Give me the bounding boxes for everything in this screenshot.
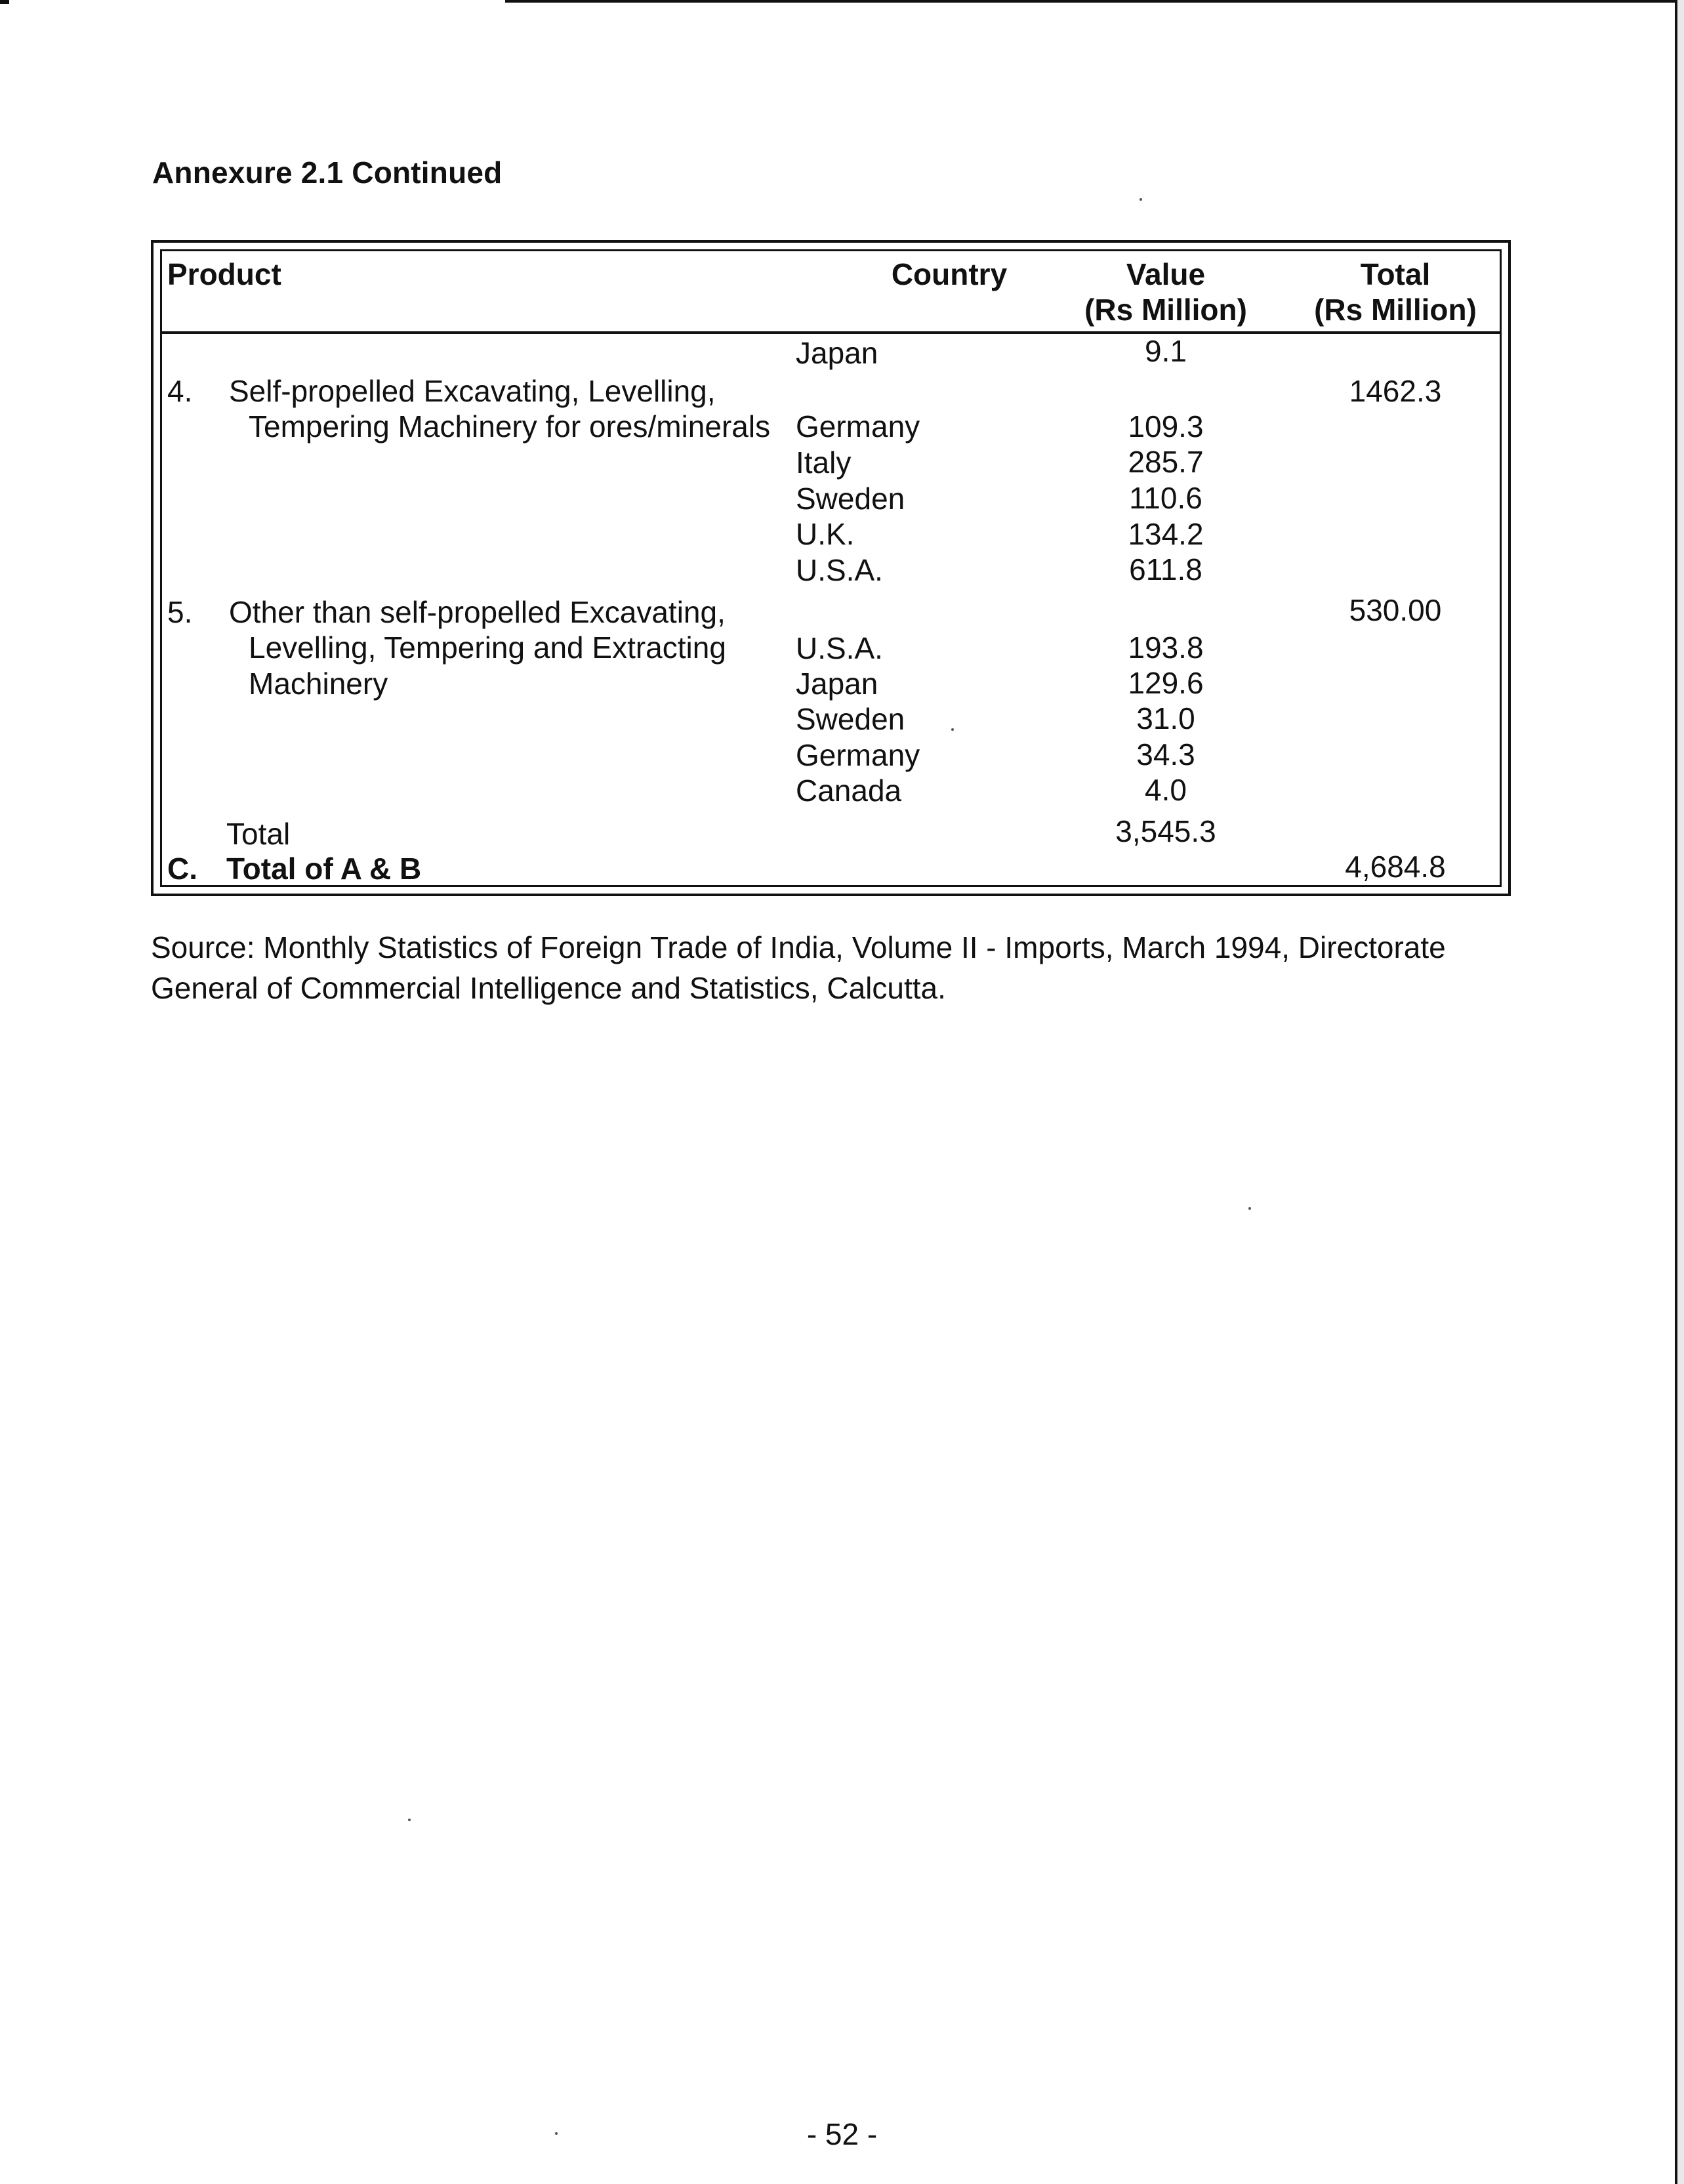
- header-product: Product: [167, 257, 281, 291]
- product-total-cell: 1462.3: [1349, 374, 1442, 408]
- value-cell: 285.7: [1128, 445, 1204, 479]
- imports-table: [151, 240, 1511, 896]
- country-cell: Germany: [796, 738, 920, 772]
- item-number: 5.: [167, 595, 193, 629]
- imports-table-inner: [160, 249, 1502, 887]
- country-cell: Japan: [796, 336, 878, 370]
- scan-top-edge: [0, 0, 1684, 4]
- item-number: 4.: [167, 374, 193, 408]
- header-total-unit: (Rs Million): [1314, 293, 1477, 327]
- header-value: Value: [1126, 257, 1206, 291]
- total-label: Total: [226, 817, 291, 851]
- value-cell: 193.8: [1128, 630, 1204, 665]
- scan-speck: [1140, 198, 1142, 201]
- country-cell: Sweden: [796, 702, 905, 736]
- total-value: 3,545.3: [1115, 814, 1216, 848]
- scan-right-edge: [1675, 0, 1684, 2184]
- scan-speck: [408, 1819, 411, 1821]
- value-cell: 34.3: [1136, 737, 1195, 772]
- product-name-line: Tempering Machinery for ores/minerals: [249, 409, 771, 443]
- header-total: Total: [1360, 257, 1431, 291]
- header-divider: [162, 331, 1500, 334]
- product-name-line: Machinery: [249, 667, 388, 701]
- country-cell: Japan: [796, 667, 878, 701]
- value-cell: 110.6: [1129, 481, 1202, 515]
- grand-total-label: Total of A & B: [226, 852, 422, 886]
- value-cell: 611.8: [1129, 552, 1202, 587]
- scan-corner-mark: [0, 0, 9, 4]
- product-name-line: Other than self-propelled Excavating,: [229, 595, 726, 629]
- product-total-cell: 530.00: [1349, 593, 1442, 627]
- country-cell: U.S.A.: [796, 631, 883, 665]
- grand-total-value: 4,684.8: [1345, 850, 1446, 884]
- source-note: Source: Monthly Statistics of Foreign Trade of India, Volume II - Imports, March 1994, Directorate General of Commercial Intelligence and Statistics, Calcutta.: [151, 930, 1446, 1005]
- value-cell: 109.3: [1128, 409, 1204, 443]
- country-cell: U.K.: [796, 517, 855, 551]
- product-name-line: Levelling, Tempering and Extracting: [249, 630, 726, 665]
- country-cell: Canada: [796, 773, 902, 808]
- value-cell: 4.0: [1145, 773, 1187, 807]
- value-cell: 134.2: [1128, 517, 1204, 551]
- value-cell: 31.0: [1136, 701, 1195, 735]
- grand-total-prefix: C.: [167, 852, 197, 886]
- header-country: Country: [891, 257, 1008, 291]
- product-name-line: Self-propelled Excavating, Levelling,: [229, 374, 716, 408]
- scan-speck: [555, 2132, 558, 2135]
- value-cell: 129.6: [1128, 666, 1204, 700]
- country-cell: Sweden: [796, 482, 905, 516]
- country-cell: Germany: [796, 409, 920, 443]
- annexure-heading: Annexure 2.1 Continued: [152, 155, 503, 190]
- scan-speck: [951, 728, 954, 731]
- scan-speck: [1248, 1207, 1251, 1210]
- value-cell: 9.1: [1145, 334, 1187, 368]
- country-cell: U.S.A.: [796, 553, 883, 587]
- country-cell: Italy: [796, 445, 852, 480]
- page-number: - 52 -: [806, 2117, 878, 2151]
- header-value-unit: (Rs Million): [1084, 293, 1247, 327]
